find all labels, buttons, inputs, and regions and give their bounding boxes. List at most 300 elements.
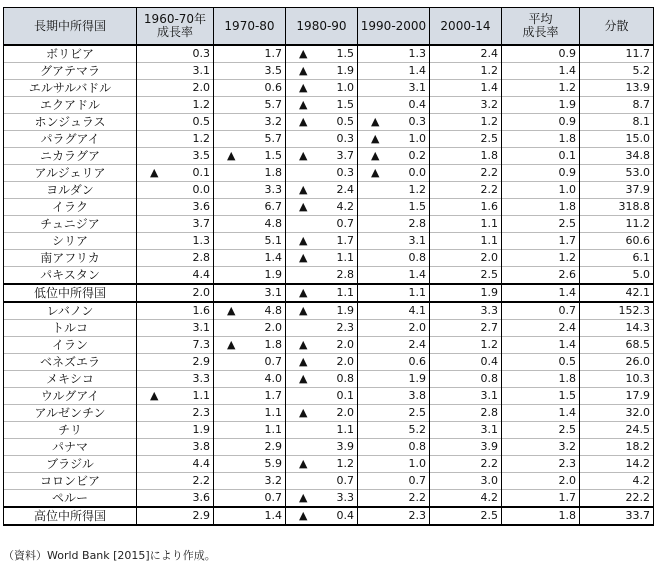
cell-value: 1.7 xyxy=(558,234,576,247)
table-cell xyxy=(502,337,580,354)
table-cell xyxy=(358,302,430,320)
cell-value: 5.7 xyxy=(264,132,282,145)
row-label: アルゼンチン xyxy=(4,405,137,422)
column-header-6 xyxy=(502,8,580,46)
cell-value: 0.1 xyxy=(558,149,576,162)
cell-value: 2.4 xyxy=(558,321,576,334)
cell-value: 1.8 xyxy=(558,372,576,385)
table-cell xyxy=(502,490,580,508)
table-cell xyxy=(286,284,358,302)
table-cell xyxy=(358,199,430,216)
table-row xyxy=(4,63,654,80)
cell-value: 152.3 xyxy=(618,304,650,317)
table-cell xyxy=(286,302,358,320)
cell-value: 1.1 xyxy=(336,286,354,299)
row-label: パラグアイ xyxy=(4,131,137,148)
negative-triangle-icon: ▲ xyxy=(227,304,236,317)
table-cell xyxy=(286,405,358,422)
cell-value: 3.2 xyxy=(264,474,282,487)
cell-value: 3.3 xyxy=(264,183,282,196)
negative-triangle-icon: ▲ xyxy=(299,81,308,94)
table-cell xyxy=(214,165,286,182)
cell-value: 3.6 xyxy=(192,491,210,504)
table-cell xyxy=(286,473,358,490)
table-cell xyxy=(137,337,214,354)
cell-value: 0.8 xyxy=(408,440,426,453)
cell-value: 1.0 xyxy=(408,132,426,145)
row-label: パナマ xyxy=(4,439,137,456)
table-cell xyxy=(430,165,502,182)
table-cell xyxy=(137,148,214,165)
table-cell xyxy=(430,284,502,302)
negative-triangle-icon: ▲ xyxy=(299,355,308,368)
table-cell xyxy=(580,473,654,490)
cell-value: 1.3 xyxy=(192,234,210,247)
cell-value: 5.7 xyxy=(264,98,282,111)
table-cell xyxy=(358,337,430,354)
table-cell xyxy=(214,233,286,250)
table-cell xyxy=(214,267,286,285)
cell-value: 3.9 xyxy=(336,440,354,453)
cell-value: 3.0 xyxy=(480,474,498,487)
row-label: 南アフリカ xyxy=(4,250,137,267)
table-cell xyxy=(430,131,502,148)
cell-value: 1.4 xyxy=(558,286,576,299)
cell-value: 11.7 xyxy=(625,47,650,60)
table-cell xyxy=(580,267,654,285)
cell-value: 2.0 xyxy=(336,338,354,351)
table-row xyxy=(4,371,654,388)
table-cell xyxy=(214,148,286,165)
cell-value: 0.3 xyxy=(408,115,426,128)
table-cell xyxy=(358,507,430,525)
table-cell xyxy=(580,148,654,165)
column-header-7 xyxy=(580,8,654,46)
cell-value: 2.0 xyxy=(480,251,498,264)
cell-value: 3.8 xyxy=(408,389,426,402)
cell-value: 0.9 xyxy=(558,166,576,179)
table-cell xyxy=(358,439,430,456)
cell-value: 1.2 xyxy=(480,64,498,77)
cell-value: 1.1 xyxy=(264,423,282,436)
table-cell xyxy=(137,388,214,405)
cell-value: 1.9 xyxy=(336,64,354,77)
table-cell xyxy=(430,422,502,439)
column-header-text: 2000-14 xyxy=(440,18,491,33)
cell-value: 1.2 xyxy=(480,338,498,351)
column-header-2 xyxy=(214,8,286,46)
cell-value: 8.1 xyxy=(632,115,650,128)
table-cell xyxy=(137,80,214,97)
negative-triangle-icon: ▲ xyxy=(299,98,308,111)
table-cell xyxy=(430,148,502,165)
cell-value: 1.5 xyxy=(336,47,354,60)
table-cell xyxy=(580,490,654,508)
table-cell xyxy=(580,439,654,456)
cell-value: 3.9 xyxy=(480,440,498,453)
table-cell xyxy=(502,45,580,63)
column-header-1 xyxy=(137,8,214,46)
table-cell xyxy=(214,422,286,439)
table-cell xyxy=(358,216,430,233)
cell-value: 2.3 xyxy=(408,509,426,522)
cell-value: 1.1 xyxy=(480,234,498,247)
table-row xyxy=(4,250,654,267)
cell-value: 42.1 xyxy=(625,286,650,299)
table-cell xyxy=(214,405,286,422)
negative-triangle-icon: ▲ xyxy=(299,64,308,77)
table-cell xyxy=(137,233,214,250)
cell-value: 1.4 xyxy=(408,64,426,77)
negative-triangle-icon: ▲ xyxy=(371,132,380,145)
cell-value: 2.8 xyxy=(192,251,210,264)
column-header-text: 1970-80 xyxy=(224,18,275,33)
table-row xyxy=(4,45,654,63)
cell-value: 3.1 xyxy=(192,321,210,334)
table-cell xyxy=(137,439,214,456)
table-cell xyxy=(137,354,214,371)
cell-value: 0.7 xyxy=(264,355,282,368)
group-row xyxy=(4,507,654,525)
negative-triangle-icon: ▲ xyxy=(299,491,308,504)
table-cell xyxy=(358,422,430,439)
table-cell xyxy=(430,97,502,114)
column-header-text: 1990-2000 xyxy=(360,18,427,33)
cell-value: 3.2 xyxy=(480,98,498,111)
cell-value: 2.4 xyxy=(408,338,426,351)
cell-value: 1.5 xyxy=(264,149,282,162)
cell-value: 1.0 xyxy=(336,81,354,94)
cell-value: 4.2 xyxy=(336,200,354,213)
table-cell xyxy=(358,80,430,97)
table-header-row xyxy=(4,8,654,46)
cell-value: 0.4 xyxy=(408,98,426,111)
table-cell xyxy=(502,388,580,405)
cell-value: 14.3 xyxy=(625,321,650,334)
table-cell xyxy=(580,80,654,97)
column-header-text: 1960-70年 xyxy=(143,12,207,26)
table-cell xyxy=(137,250,214,267)
cell-value: 0.3 xyxy=(336,132,354,145)
table-cell xyxy=(358,97,430,114)
cell-value: 1.7 xyxy=(264,47,282,60)
table-cell xyxy=(286,439,358,456)
table-row xyxy=(4,354,654,371)
table-row xyxy=(4,405,654,422)
table-cell xyxy=(430,267,502,285)
table-cell xyxy=(502,473,580,490)
cell-value: 3.2 xyxy=(558,440,576,453)
cell-value: 7.3 xyxy=(192,338,210,351)
negative-triangle-icon: ▲ xyxy=(371,166,380,179)
table-cell xyxy=(214,473,286,490)
table-cell xyxy=(286,182,358,199)
table-cell xyxy=(214,250,286,267)
table-cell xyxy=(358,182,430,199)
cell-value: 1.1 xyxy=(192,389,210,402)
table-cell xyxy=(286,267,358,285)
table-cell xyxy=(137,320,214,337)
table-cell xyxy=(214,388,286,405)
table-cell xyxy=(430,199,502,216)
cell-value: 34.8 xyxy=(625,149,650,162)
row-label: ニカラグア xyxy=(4,148,137,165)
table-cell xyxy=(137,456,214,473)
table-cell xyxy=(580,405,654,422)
cell-value: 0.8 xyxy=(408,251,426,264)
column-header-5 xyxy=(430,8,502,46)
cell-value: 2.0 xyxy=(336,406,354,419)
table-cell xyxy=(286,320,358,337)
cell-value: 3.1 xyxy=(408,81,426,94)
table-cell xyxy=(502,63,580,80)
table-cell xyxy=(580,216,654,233)
cell-value: 22.2 xyxy=(625,491,650,504)
table-cell xyxy=(502,302,580,320)
table-cell xyxy=(430,337,502,354)
table-cell xyxy=(286,422,358,439)
table-cell xyxy=(580,45,654,63)
table-cell xyxy=(286,114,358,131)
cell-value: 2.5 xyxy=(558,423,576,436)
negative-triangle-icon: ▲ xyxy=(150,389,159,402)
table-cell xyxy=(502,114,580,131)
cell-value: 1.1 xyxy=(480,217,498,230)
table-cell xyxy=(214,216,286,233)
row-label: シリア xyxy=(4,233,137,250)
table-cell xyxy=(137,371,214,388)
cell-value: 3.1 xyxy=(480,423,498,436)
table-cell xyxy=(502,354,580,371)
table-cell xyxy=(580,320,654,337)
table-row xyxy=(4,337,654,354)
cell-value: 4.4 xyxy=(192,268,210,281)
cell-value: 8.7 xyxy=(632,98,650,111)
table-cell xyxy=(502,165,580,182)
cell-value: 1.5 xyxy=(336,98,354,111)
negative-triangle-icon: ▲ xyxy=(150,166,159,179)
table-row xyxy=(4,199,654,216)
cell-value: 3.7 xyxy=(192,217,210,230)
cell-value: 11.2 xyxy=(625,217,650,230)
table-cell xyxy=(137,165,214,182)
source-note: （資料）World Bank [2015]により作成。 xyxy=(3,549,216,562)
cell-value: 1.9 xyxy=(336,304,354,317)
table-cell xyxy=(137,284,214,302)
cell-value: 2.4 xyxy=(336,183,354,196)
table-cell xyxy=(580,388,654,405)
cell-value: 1.4 xyxy=(264,251,282,264)
cell-value: 1.4 xyxy=(558,338,576,351)
cell-value: 3.1 xyxy=(192,64,210,77)
cell-value: 2.8 xyxy=(408,217,426,230)
column-header-0 xyxy=(4,8,137,46)
negative-triangle-icon: ▲ xyxy=(299,338,308,351)
table-row xyxy=(4,233,654,250)
cell-value: 1.4 xyxy=(264,509,282,522)
cell-value: 24.5 xyxy=(625,423,650,436)
table-cell xyxy=(502,405,580,422)
cell-value: 1.0 xyxy=(408,457,426,470)
table-cell xyxy=(358,45,430,63)
cell-value: 5.2 xyxy=(632,64,650,77)
table-row xyxy=(4,456,654,473)
cell-value: 37.9 xyxy=(625,183,650,196)
table-cell xyxy=(286,507,358,525)
table-cell xyxy=(286,165,358,182)
cell-value: 1.4 xyxy=(558,64,576,77)
row-label: グアテマラ xyxy=(4,63,137,80)
table-cell xyxy=(286,250,358,267)
cell-value: 4.0 xyxy=(264,372,282,385)
cell-value: 10.3 xyxy=(625,372,650,385)
row-label: アルジェリア xyxy=(4,165,137,182)
cell-value: 1.9 xyxy=(408,372,426,385)
cell-value: 2.2 xyxy=(480,183,498,196)
negative-triangle-icon: ▲ xyxy=(299,200,308,213)
table-container xyxy=(3,7,654,526)
cell-value: 53.0 xyxy=(625,166,650,179)
row-label: ウルグアイ xyxy=(4,388,137,405)
negative-triangle-icon: ▲ xyxy=(299,115,308,128)
table-cell xyxy=(430,388,502,405)
group-row xyxy=(4,284,654,302)
cell-value: 3.1 xyxy=(408,234,426,247)
table-cell xyxy=(502,131,580,148)
table-cell xyxy=(358,114,430,131)
table-cell xyxy=(358,473,430,490)
table-cell xyxy=(430,354,502,371)
table-cell xyxy=(502,507,580,525)
negative-triangle-icon: ▲ xyxy=(299,47,308,60)
cell-value: 14.2 xyxy=(625,457,650,470)
table-cell xyxy=(137,199,214,216)
cell-value: 0.7 xyxy=(558,304,576,317)
cell-value: 1.1 xyxy=(408,286,426,299)
table-cell xyxy=(502,80,580,97)
cell-value: 3.3 xyxy=(336,491,354,504)
cell-value: 0.6 xyxy=(408,355,426,368)
cell-value: 1.2 xyxy=(558,251,576,264)
table-cell xyxy=(358,354,430,371)
row-label: ホンジュラス xyxy=(4,114,137,131)
cell-value: 1.8 xyxy=(558,132,576,145)
table-cell xyxy=(214,131,286,148)
cell-value: 60.6 xyxy=(625,234,650,247)
cell-value: 1.7 xyxy=(336,234,354,247)
cell-value: 0.1 xyxy=(336,389,354,402)
cell-value: 68.5 xyxy=(625,338,650,351)
table-cell xyxy=(358,165,430,182)
table-cell xyxy=(137,422,214,439)
cell-value: 2.0 xyxy=(192,81,210,94)
cell-value: 6.7 xyxy=(264,200,282,213)
table-row xyxy=(4,80,654,97)
cell-value: 5.0 xyxy=(632,268,650,281)
cell-value: 4.4 xyxy=(192,457,210,470)
cell-value: 2.5 xyxy=(480,268,498,281)
cell-value: 1.1 xyxy=(336,251,354,264)
cell-value: 2.5 xyxy=(480,132,498,145)
table-cell xyxy=(286,354,358,371)
table-cell xyxy=(580,250,654,267)
cell-value: 0.2 xyxy=(408,149,426,162)
column-header-text: 成長率 xyxy=(522,25,559,39)
table-cell xyxy=(214,354,286,371)
cell-value: 1.9 xyxy=(192,423,210,436)
cell-value: 2.3 xyxy=(558,457,576,470)
table-cell xyxy=(430,473,502,490)
cell-value: 4.1 xyxy=(408,304,426,317)
cell-value: 2.0 xyxy=(264,321,282,334)
table-cell xyxy=(502,320,580,337)
row-label: 高位中所得国 xyxy=(4,507,137,525)
table-cell xyxy=(502,267,580,285)
cell-value: 2.0 xyxy=(408,321,426,334)
cell-value: 318.8 xyxy=(618,200,650,213)
cell-value: 3.1 xyxy=(480,389,498,402)
table-row xyxy=(4,131,654,148)
cell-value: 0.4 xyxy=(336,509,354,522)
cell-value: 2.3 xyxy=(192,406,210,419)
cell-value: 1.2 xyxy=(480,115,498,128)
cell-value: 0.5 xyxy=(192,115,210,128)
table-cell xyxy=(580,507,654,525)
column-header-text: 成長率 xyxy=(156,25,193,39)
row-label: トルコ xyxy=(4,320,137,337)
table-cell xyxy=(502,250,580,267)
cell-value: 1.6 xyxy=(480,200,498,213)
negative-triangle-icon: ▲ xyxy=(299,183,308,196)
table-cell xyxy=(214,456,286,473)
table-row xyxy=(4,302,654,320)
cell-value: 1.0 xyxy=(558,183,576,196)
cell-value: 2.6 xyxy=(558,268,576,281)
table-cell xyxy=(286,233,358,250)
cell-value: 0.8 xyxy=(480,372,498,385)
table-cell xyxy=(502,182,580,199)
table-cell xyxy=(214,507,286,525)
cell-value: 1.5 xyxy=(558,389,576,402)
row-label: チュニジア xyxy=(4,216,137,233)
cell-value: 1.3 xyxy=(408,47,426,60)
cell-value: 1.9 xyxy=(558,98,576,111)
table-cell xyxy=(580,284,654,302)
cell-value: 3.5 xyxy=(264,64,282,77)
negative-triangle-icon: ▲ xyxy=(299,304,308,317)
row-label: 低位中所得国 xyxy=(4,284,137,302)
table-cell xyxy=(286,456,358,473)
table-cell xyxy=(286,148,358,165)
table-cell xyxy=(580,233,654,250)
cell-value: 1.6 xyxy=(192,304,210,317)
cell-value: 2.9 xyxy=(192,509,210,522)
column-header-text: 1980-90 xyxy=(296,18,347,33)
cell-value: 4.8 xyxy=(264,217,282,230)
table-cell xyxy=(214,45,286,63)
table-cell xyxy=(430,320,502,337)
table-cell xyxy=(137,97,214,114)
cell-value: 0.9 xyxy=(558,115,576,128)
cell-value: 1.7 xyxy=(558,491,576,504)
table-cell xyxy=(214,320,286,337)
table-cell xyxy=(580,422,654,439)
cell-value: 2.0 xyxy=(192,286,210,299)
table-cell xyxy=(137,45,214,63)
table-cell xyxy=(358,371,430,388)
table-cell xyxy=(286,490,358,508)
cell-value: 1.8 xyxy=(480,149,498,162)
